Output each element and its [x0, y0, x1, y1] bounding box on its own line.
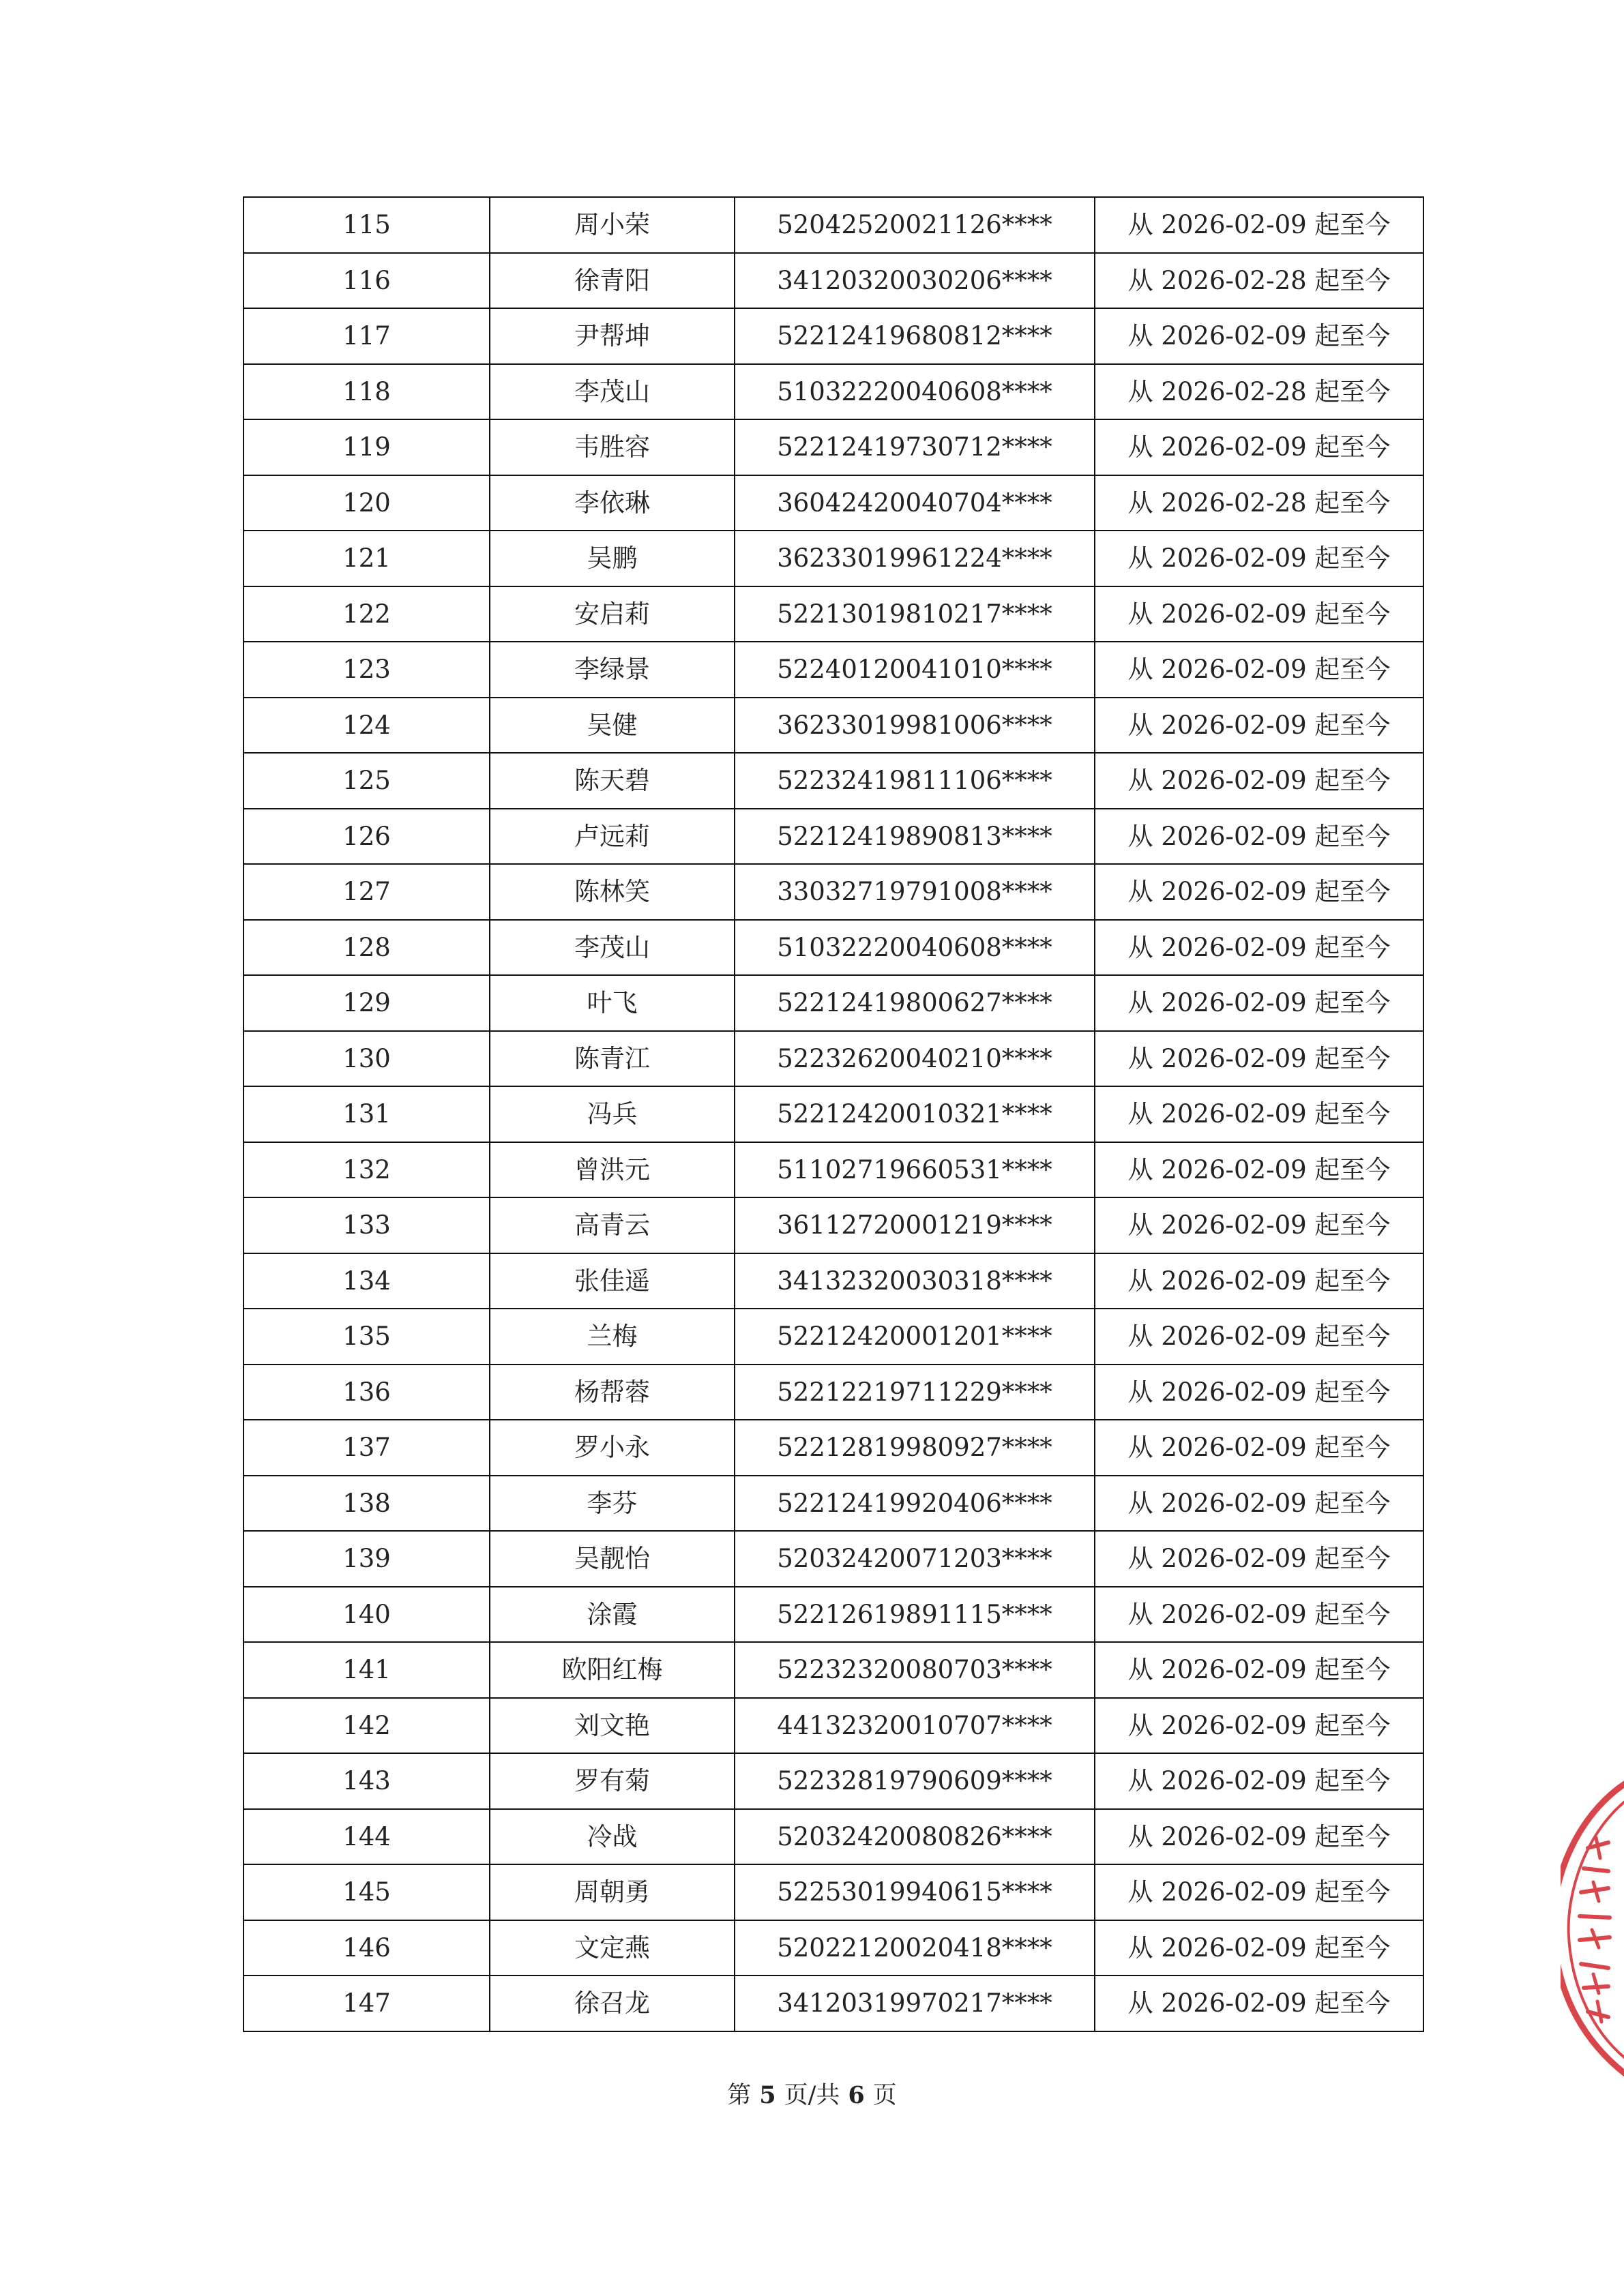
footer-middle: 页/共: [784, 2082, 840, 2109]
table-row: [243, 1476, 1423, 1532]
id-number-cell: 52213019810217****: [735, 586, 1095, 642]
period-cell: 从 2026-02-09 起至今: [1095, 1197, 1423, 1253]
table-row: [243, 1864, 1423, 1920]
name-cell: 李茂山: [490, 364, 735, 420]
row-number-cell: 119: [243, 419, 490, 475]
table-row: [243, 364, 1423, 420]
id-number-cell: 52232819790609****: [735, 1753, 1095, 1809]
row-number-cell: 138: [243, 1476, 490, 1532]
period-cell: 从 2026-02-09 起至今: [1095, 809, 1423, 865]
table-row: [243, 1031, 1423, 1087]
id-number-cell: 36233019961224****: [735, 531, 1095, 586]
name-cell: 罗小永: [490, 1420, 735, 1476]
period-cell: 从 2026-02-09 起至今: [1095, 1086, 1423, 1142]
row-number-cell: 140: [243, 1587, 490, 1643]
period-cell: 从 2026-02-09 起至今: [1095, 642, 1423, 698]
table-row: [243, 809, 1423, 865]
period-cell: 从 2026-02-09 起至今: [1095, 1753, 1423, 1809]
table-row: [243, 864, 1423, 920]
row-number-cell: 124: [243, 698, 490, 754]
row-number-cell: 122: [243, 586, 490, 642]
id-number-cell: 51032220040608****: [735, 920, 1095, 976]
id-number-cell: 51032220040608****: [735, 364, 1095, 420]
name-cell: 欧阳红梅: [490, 1642, 735, 1698]
name-cell: 徐青阳: [490, 253, 735, 309]
footer-prefix: 第: [727, 2082, 752, 2109]
id-number-cell: 52232419811106****: [735, 753, 1095, 809]
row-number-cell: 136: [243, 1365, 490, 1420]
table-row: [243, 1976, 1423, 2031]
row-number-cell: 131: [243, 1086, 490, 1142]
footer-suffix: 页: [872, 2082, 897, 2109]
id-number-cell: 52032420071203****: [735, 1531, 1095, 1587]
period-cell: 从 2026-02-09 起至今: [1095, 864, 1423, 920]
name-cell: 徐召龙: [490, 1976, 735, 2031]
row-number-cell: 127: [243, 864, 490, 920]
period-cell: 从 2026-02-09 起至今: [1095, 1420, 1423, 1476]
period-cell: 从 2026-02-09 起至今: [1095, 1031, 1423, 1087]
period-cell: 从 2026-02-09 起至今: [1095, 698, 1423, 754]
table-row: [243, 1420, 1423, 1476]
name-cell: 罗有菊: [490, 1753, 735, 1809]
row-number-cell: 121: [243, 531, 490, 586]
period-cell: 从 2026-02-09 起至今: [1095, 308, 1423, 364]
period-cell: 从 2026-02-28 起至今: [1095, 364, 1423, 420]
period-cell: 从 2026-02-09 起至今: [1095, 975, 1423, 1031]
id-number-cell: 52212619891115****: [735, 1587, 1095, 1643]
id-number-cell: 52232620040210****: [735, 1031, 1095, 1087]
name-cell: 李绿景: [490, 642, 735, 698]
row-number-cell: 141: [243, 1642, 490, 1698]
period-cell: 从 2026-02-09 起至今: [1095, 1809, 1423, 1865]
row-number-cell: 125: [243, 753, 490, 809]
row-number-cell: 143: [243, 1753, 490, 1809]
period-cell: 从 2026-02-28 起至今: [1095, 475, 1423, 531]
name-cell: 吴鹏: [490, 531, 735, 586]
table-row: [243, 1365, 1423, 1420]
row-number-cell: 146: [243, 1920, 490, 1976]
id-number-cell: 52253019940615****: [735, 1864, 1095, 1920]
table-row: [243, 308, 1423, 364]
name-cell: 安启莉: [490, 586, 735, 642]
id-number-cell: 34120320030206****: [735, 253, 1095, 309]
row-number-cell: 129: [243, 975, 490, 1031]
id-number-cell: 51102719660531****: [735, 1142, 1095, 1198]
period-cell: 从 2026-02-28 起至今: [1095, 253, 1423, 309]
table-row: [243, 753, 1423, 809]
name-cell: 吴健: [490, 698, 735, 754]
name-cell: 尹帮坤: [490, 308, 735, 364]
row-number-cell: 135: [243, 1309, 490, 1365]
period-cell: 从 2026-02-09 起至今: [1095, 1698, 1423, 1754]
period-cell: 从 2026-02-09 起至今: [1095, 1587, 1423, 1643]
id-number-cell: 52212419920406****: [735, 1476, 1095, 1532]
period-cell: 从 2026-02-09 起至今: [1095, 753, 1423, 809]
id-number-cell: 52212420001201****: [735, 1309, 1095, 1365]
table-row: [243, 1531, 1423, 1587]
name-cell: 陈林笑: [490, 864, 735, 920]
row-number-cell: 134: [243, 1253, 490, 1309]
id-number-cell: 36112720001219****: [735, 1197, 1095, 1253]
row-number-cell: 139: [243, 1531, 490, 1587]
name-cell: 周朝勇: [490, 1864, 735, 1920]
table-row: [243, 475, 1423, 531]
table-row: [243, 586, 1423, 642]
period-cell: 从 2026-02-09 起至今: [1095, 1142, 1423, 1198]
roster-table: [243, 196, 1424, 2032]
row-number-cell: 123: [243, 642, 490, 698]
period-cell: 从 2026-02-09 起至今: [1095, 920, 1423, 976]
name-cell: 涂霞: [490, 1587, 735, 1643]
period-cell: 从 2026-02-09 起至今: [1095, 1976, 1423, 2031]
table-row: [243, 419, 1423, 475]
table-row: [243, 1587, 1423, 1643]
row-number-cell: 132: [243, 1142, 490, 1198]
id-number-cell: 52212419730712****: [735, 419, 1095, 475]
current-page-number: 5: [759, 2081, 776, 2109]
table-row: [243, 975, 1423, 1031]
id-number-cell: 34132320030318****: [735, 1253, 1095, 1309]
id-number-cell: 52032420080826****: [735, 1809, 1095, 1865]
name-cell: 文定燕: [490, 1920, 735, 1976]
id-number-cell: 36042420040704****: [735, 475, 1095, 531]
row-number-cell: 120: [243, 475, 490, 531]
id-number-cell: 52212419890813****: [735, 809, 1095, 865]
table-row: [243, 1642, 1423, 1698]
period-cell: 从 2026-02-09 起至今: [1095, 1642, 1423, 1698]
table-row: [243, 1086, 1423, 1142]
period-cell: 从 2026-02-09 起至今: [1095, 1476, 1423, 1532]
id-number-cell: 52232320080703****: [735, 1642, 1095, 1698]
name-cell: 李芬: [490, 1476, 735, 1532]
table-row: [243, 1809, 1423, 1865]
table-row: [243, 1142, 1423, 1198]
table-row: [243, 698, 1423, 754]
name-cell: 高青云: [490, 1197, 735, 1253]
id-number-cell: 52022120020418****: [735, 1920, 1095, 1976]
id-number-cell: 36233019981006****: [735, 698, 1095, 754]
id-number-cell: 52212419800627****: [735, 975, 1095, 1031]
name-cell: 张佳遥: [490, 1253, 735, 1309]
name-cell: 杨帮蓉: [490, 1365, 735, 1420]
row-number-cell: 145: [243, 1864, 490, 1920]
row-number-cell: 117: [243, 308, 490, 364]
id-number-cell: 52042520021126****: [735, 197, 1095, 253]
red-seal-stamp-icon: [1561, 1766, 1624, 2093]
period-cell: 从 2026-02-09 起至今: [1095, 419, 1423, 475]
table-row: [243, 1309, 1423, 1365]
id-number-cell: 52240120041010****: [735, 642, 1095, 698]
name-cell: 卢远莉: [490, 809, 735, 865]
table-row: [243, 920, 1423, 976]
row-number-cell: 142: [243, 1698, 490, 1754]
row-number-cell: 126: [243, 809, 490, 865]
roster-table-body: [243, 197, 1423, 2031]
name-cell: 冷战: [490, 1809, 735, 1865]
name-cell: 周小荣: [490, 197, 735, 253]
period-cell: 从 2026-02-09 起至今: [1095, 1864, 1423, 1920]
period-cell: 从 2026-02-09 起至今: [1095, 1531, 1423, 1587]
name-cell: 陈青江: [490, 1031, 735, 1087]
id-number-cell: 52212819980927****: [735, 1420, 1095, 1476]
table-row: [243, 1253, 1423, 1309]
row-number-cell: 133: [243, 1197, 490, 1253]
id-number-cell: 52212419680812****: [735, 308, 1095, 364]
id-number-cell: 52212219711229****: [735, 1365, 1095, 1420]
row-number-cell: 130: [243, 1031, 490, 1087]
period-cell: 从 2026-02-09 起至今: [1095, 586, 1423, 642]
period-cell: 从 2026-02-09 起至今: [1095, 1309, 1423, 1365]
name-cell: 冯兵: [490, 1086, 735, 1142]
name-cell: 叶飞: [490, 975, 735, 1031]
name-cell: 陈天碧: [490, 753, 735, 809]
table-row: [243, 642, 1423, 698]
row-number-cell: 137: [243, 1420, 490, 1476]
id-number-cell: 52212420010321****: [735, 1086, 1095, 1142]
table-row: [243, 1698, 1423, 1754]
table-row: [243, 1197, 1423, 1253]
row-number-cell: 115: [243, 197, 490, 253]
name-cell: 李依琳: [490, 475, 735, 531]
table-row: [243, 197, 1423, 253]
period-cell: 从 2026-02-09 起至今: [1095, 1365, 1423, 1420]
period-cell: 从 2026-02-09 起至今: [1095, 1920, 1423, 1976]
name-cell: 曾洪元: [490, 1142, 735, 1198]
name-cell: 李茂山: [490, 920, 735, 976]
period-cell: 从 2026-02-09 起至今: [1095, 1253, 1423, 1309]
name-cell: 刘文艳: [490, 1698, 735, 1754]
row-number-cell: 144: [243, 1809, 490, 1865]
id-number-cell: 33032719791008****: [735, 864, 1095, 920]
row-number-cell: 147: [243, 1976, 490, 2031]
table-row: [243, 253, 1423, 309]
total-pages-number: 6: [848, 2081, 865, 2109]
name-cell: 韦胜容: [490, 419, 735, 475]
row-number-cell: 116: [243, 253, 490, 309]
row-number-cell: 118: [243, 364, 490, 420]
table-row: [243, 531, 1423, 586]
row-number-cell: 128: [243, 920, 490, 976]
name-cell: 兰梅: [490, 1309, 735, 1365]
name-cell: 吴靓怡: [490, 1531, 735, 1587]
table-row: [243, 1753, 1423, 1809]
period-cell: 从 2026-02-09 起至今: [1095, 197, 1423, 253]
id-number-cell: 34120319970217****: [735, 1976, 1095, 2031]
period-cell: 从 2026-02-09 起至今: [1095, 531, 1423, 586]
table-row: [243, 1920, 1423, 1976]
page-footer: [0, 2076, 1624, 2111]
id-number-cell: 44132320010707****: [735, 1698, 1095, 1754]
